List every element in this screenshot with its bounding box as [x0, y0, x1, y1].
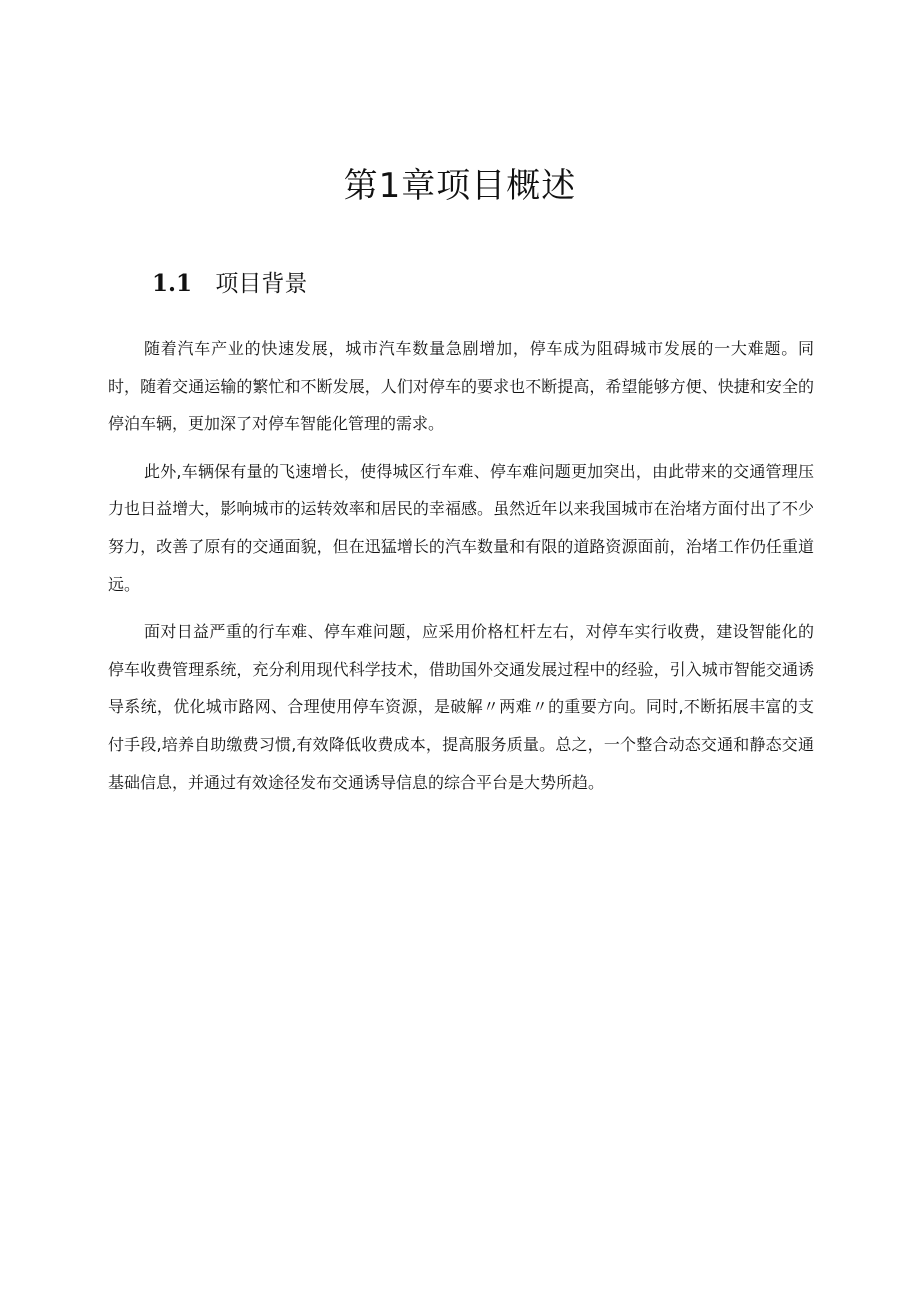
chapter-title: 第1章项目概述	[343, 166, 577, 206]
paragraph-3: 面对日益严重的行车难、停车难问题，应采用价格杠杆左右，对停车实行收费，建设智能化的停车收费管理系统，充分利用现代科学技术，借助国外交通发展过程中的经验，引入城市智能交通诱导系统，优化城市路网、合理使用停车资源，是破解〃两难〃的重要方向。同时,不断拓展丰富的支付手段,培养自助缴费习惯,有效降低收费成本，提高服务质量。总之，一个整合动态交通和静态交通基础信息，并通过有效途径发布交通诱导信息的综合平台是大势所趋。	[108, 622, 814, 792]
section-title: 项目背景	[215, 271, 308, 297]
section-heading	[152, 264, 307, 304]
body-text	[108, 330, 814, 811]
section-number: 1.1	[152, 270, 193, 297]
paragraph-2: 此外,车辆保有量的飞速增长，使得城区行车难、停车难问题更加突出，由此带来的交通管理压力也日益增大，影响城市的运转效率和居民的幸福感。虽然近年以来我国城市在治堵方面付出了不少努力，改善了原有的交通面貌，但在迅猛增长的汽车数量和有限的道路资源面前，治堵工作仍任重道远。	[108, 461, 814, 594]
paragraph-1: 随着汽车产业的快速发展，城市汽车数量急剧增加，停车成为阻碍城市发展的一大难题。同时，随着交通运输的繁忙和不断发展，人们对停车的要求也不断提高，希望能够方便、快捷和安全的停泊车辆，更加深了对停车智能化管理的需求。	[108, 339, 814, 434]
